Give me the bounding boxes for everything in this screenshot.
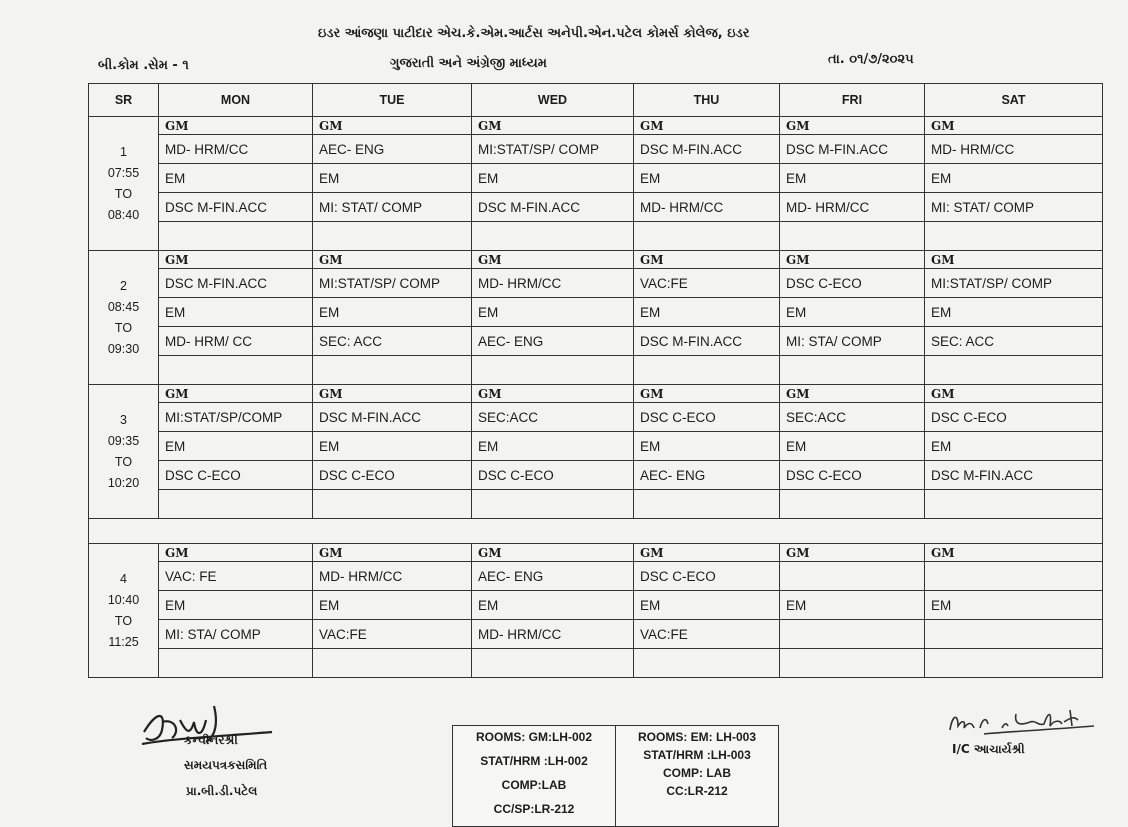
gm-subject-cell: SEC:ACC bbox=[472, 403, 634, 432]
em-subject-cell: MI: STAT/ COMP bbox=[925, 193, 1103, 222]
rooms-em-line: CC:LR-212 bbox=[666, 784, 728, 798]
em-label: EM bbox=[472, 298, 634, 327]
break-row bbox=[89, 519, 1103, 544]
gm-label: GM bbox=[925, 251, 1103, 269]
rooms-gm-line: STAT/HRM :LH-002 bbox=[480, 754, 588, 768]
gm-label: GM bbox=[925, 385, 1103, 403]
gm-subject-cell: DSC C-ECO bbox=[634, 562, 780, 591]
rooms-gm-line: ROOMS: GM:LH-002 bbox=[475, 730, 592, 744]
gm-label: GM bbox=[634, 544, 780, 562]
gm-label: GM bbox=[780, 251, 925, 269]
em-subject-cell: DSC C-ECO bbox=[159, 461, 313, 490]
timetable-grid bbox=[88, 83, 1103, 678]
gm-subject-cell: MD- HRM/CC bbox=[472, 269, 634, 298]
em-label: EM bbox=[313, 591, 472, 620]
em-label: EM bbox=[634, 432, 780, 461]
gm-label: GM bbox=[925, 544, 1103, 562]
course-semester: બી.કોમ .સેમ - ૧ bbox=[98, 58, 189, 73]
gm-subject-cell bbox=[780, 562, 925, 591]
convener-label: કન્વીનરશ્રી bbox=[184, 733, 238, 747]
timetable-row bbox=[89, 164, 1103, 193]
rooms-em-line: COMP: LAB bbox=[663, 766, 731, 780]
em-subject-cell: MI: STA/ COMP bbox=[159, 620, 313, 649]
gm-subject-cell: DSC C-ECO bbox=[925, 403, 1103, 432]
gm-label: GM bbox=[780, 117, 925, 135]
em-subject-cell: MD- HRM/CC bbox=[634, 193, 780, 222]
em-label: EM bbox=[472, 591, 634, 620]
gm-label: GM bbox=[159, 544, 313, 562]
gm-subject-cell: AEC- ENG bbox=[472, 562, 634, 591]
empty-cell bbox=[780, 356, 925, 385]
gm-subject-cell: AEC- ENG bbox=[313, 135, 472, 164]
empty-cell bbox=[159, 356, 313, 385]
gm-label: GM bbox=[472, 544, 634, 562]
gm-subject-cell: VAC:FE bbox=[634, 269, 780, 298]
empty-cell bbox=[313, 490, 472, 519]
gm-subject-cell: DSC M-FIN.ACC bbox=[634, 135, 780, 164]
em-label: EM bbox=[780, 591, 925, 620]
em-subject-cell: AEC- ENG bbox=[634, 461, 780, 490]
empty-cell bbox=[634, 649, 780, 678]
timetable-row bbox=[89, 591, 1103, 620]
em-subject-cell bbox=[925, 620, 1103, 649]
gm-label: GM bbox=[472, 251, 634, 269]
gm-label: GM bbox=[313, 385, 472, 403]
em-subject-cell: MI: STAT/ COMP bbox=[313, 193, 472, 222]
em-subject-cell: MD- HRM/CC bbox=[472, 620, 634, 649]
em-subject-cell: MD- HRM/CC bbox=[780, 193, 925, 222]
gm-subject-cell: MI:STAT/SP/ COMP bbox=[925, 269, 1103, 298]
em-subject-cell: SEC: ACC bbox=[925, 327, 1103, 356]
slot-end: 11:25 bbox=[108, 634, 139, 649]
gm-label: GM bbox=[634, 117, 780, 135]
em-label: EM bbox=[925, 164, 1103, 193]
slot-sr: 4 bbox=[120, 571, 127, 586]
em-subject-cell: DSC C-ECO bbox=[780, 461, 925, 490]
gm-subject-cell: DSC C-ECO bbox=[780, 269, 925, 298]
rooms-box bbox=[452, 725, 779, 827]
em-label: EM bbox=[313, 298, 472, 327]
empty-cell bbox=[925, 490, 1103, 519]
gm-subject-cell: MD- HRM/CC bbox=[159, 135, 313, 164]
col-header-thu: THU bbox=[634, 84, 780, 117]
gm-label: GM bbox=[159, 117, 313, 135]
gm-label: GM bbox=[780, 544, 925, 562]
gm-subject-cell: MI:STAT/SP/COMP bbox=[159, 403, 313, 432]
empty-cell bbox=[780, 490, 925, 519]
slot-sr-cell bbox=[89, 544, 159, 678]
em-subject-cell: MI: STA/ COMP bbox=[780, 327, 925, 356]
col-header-sr: SR bbox=[89, 84, 159, 117]
gm-subject-cell: DSC M-FIN.ACC bbox=[780, 135, 925, 164]
empty-cell bbox=[925, 222, 1103, 251]
timetable-row bbox=[89, 356, 1103, 385]
timetable-row bbox=[89, 620, 1103, 649]
gm-label: GM bbox=[780, 385, 925, 403]
gm-subject-cell: VAC: FE bbox=[159, 562, 313, 591]
em-label: EM bbox=[313, 164, 472, 193]
em-subject-cell: DSC M-FIN.ACC bbox=[925, 461, 1103, 490]
timetable-row bbox=[89, 135, 1103, 164]
slot-to: TO bbox=[114, 186, 133, 201]
em-label: EM bbox=[634, 298, 780, 327]
slot-start: 07:55 bbox=[107, 165, 140, 180]
gm-label: GM bbox=[472, 117, 634, 135]
em-subject-cell: DSC C-ECO bbox=[472, 461, 634, 490]
gm-subject-cell: MI:STAT/SP/ COMP bbox=[313, 269, 472, 298]
empty-cell bbox=[780, 222, 925, 251]
em-label: EM bbox=[780, 298, 925, 327]
gm-label: GM bbox=[313, 117, 472, 135]
principal-label: I/C આચાર્યશ્રી bbox=[952, 742, 1025, 756]
empty-cell bbox=[472, 649, 634, 678]
em-subject-cell: MD- HRM/ CC bbox=[159, 327, 313, 356]
empty-cell bbox=[925, 356, 1103, 385]
slot-sr: 2 bbox=[120, 278, 127, 293]
slot-end: 08:40 bbox=[107, 207, 140, 222]
header-row bbox=[89, 84, 1103, 117]
timetable-row bbox=[89, 490, 1103, 519]
timetable-row bbox=[89, 117, 1103, 135]
slot-sr: 1 bbox=[120, 144, 127, 159]
medium-title: ગુજરાતી અને અંગ્રેજી માધ્યમ bbox=[390, 56, 547, 71]
gm-subject-cell: DSC M-FIN.ACC bbox=[313, 403, 472, 432]
em-label: EM bbox=[925, 591, 1103, 620]
rooms-em-line: ROOMS: EM: LH-003 bbox=[637, 730, 756, 744]
em-subject-cell: DSC M-FIN.ACC bbox=[634, 327, 780, 356]
break-cell bbox=[89, 519, 1103, 544]
timetable-row bbox=[89, 193, 1103, 222]
gm-label: GM bbox=[634, 251, 780, 269]
em-label: EM bbox=[925, 432, 1103, 461]
rooms-em-column bbox=[615, 726, 778, 826]
timetable-row bbox=[89, 432, 1103, 461]
em-subject-cell bbox=[780, 620, 925, 649]
slot-to: TO bbox=[114, 320, 133, 335]
empty-cell bbox=[159, 649, 313, 678]
empty-cell bbox=[159, 222, 313, 251]
slot-start: 08:45 bbox=[107, 299, 140, 314]
em-label: EM bbox=[780, 164, 925, 193]
rooms-gm-column bbox=[453, 726, 615, 826]
slot-to: TO bbox=[114, 454, 133, 469]
slot-sr-cell bbox=[89, 117, 159, 251]
empty-cell bbox=[313, 222, 472, 251]
em-subject-cell: DSC M-FIN.ACC bbox=[472, 193, 634, 222]
empty-cell bbox=[472, 356, 634, 385]
slot-end: 09:30 bbox=[107, 341, 140, 356]
timetable-row bbox=[89, 327, 1103, 356]
empty-cell bbox=[634, 356, 780, 385]
empty-cell bbox=[313, 649, 472, 678]
em-label: EM bbox=[159, 591, 313, 620]
rooms-gm-line: CC/SP:LR-212 bbox=[493, 802, 575, 816]
gm-subject-cell: MI:STAT/SP/ COMP bbox=[472, 135, 634, 164]
em-label: EM bbox=[159, 432, 313, 461]
college-name: ઇડર આંજણા પાટીદાર એચ.કે.એમ.આર્ટસ અનેપી.એન.પટેલ કોમર્સ કોલેજ, ઇડર bbox=[318, 26, 750, 41]
timetable-row bbox=[89, 403, 1103, 432]
gm-label: GM bbox=[925, 117, 1103, 135]
slot-end: 10:20 bbox=[107, 475, 140, 490]
gm-label: GM bbox=[159, 385, 313, 403]
gm-label: GM bbox=[634, 385, 780, 403]
gm-subject-cell: MD- HRM/CC bbox=[925, 135, 1103, 164]
slot-start: 10:40 bbox=[107, 592, 140, 607]
col-header-wed: WED bbox=[472, 84, 634, 117]
em-subject-cell: DSC M-FIN.ACC bbox=[159, 193, 313, 222]
gm-label: GM bbox=[313, 544, 472, 562]
principal-signature bbox=[944, 706, 1104, 745]
timetable-row bbox=[89, 298, 1103, 327]
slot-sr-cell bbox=[89, 385, 159, 519]
em-label: EM bbox=[780, 432, 925, 461]
gm-subject-cell bbox=[925, 562, 1103, 591]
empty-cell bbox=[472, 222, 634, 251]
empty-cell bbox=[634, 222, 780, 251]
empty-cell bbox=[780, 649, 925, 678]
gm-subject-cell: MD- HRM/CC bbox=[313, 562, 472, 591]
em-subject-cell: VAC:FE bbox=[313, 620, 472, 649]
gm-label: GM bbox=[313, 251, 472, 269]
col-header-fri: FRI bbox=[780, 84, 925, 117]
em-label: EM bbox=[472, 432, 634, 461]
em-label: EM bbox=[925, 298, 1103, 327]
slot-to: TO bbox=[114, 613, 133, 628]
em-label: EM bbox=[313, 432, 472, 461]
timetable-row bbox=[89, 269, 1103, 298]
empty-cell bbox=[159, 490, 313, 519]
empty-cell bbox=[313, 356, 472, 385]
em-label: EM bbox=[472, 164, 634, 193]
empty-cell bbox=[634, 490, 780, 519]
gm-subject-cell: DSC M-FIN.ACC bbox=[159, 269, 313, 298]
gm-subject-cell: DSC C-ECO bbox=[634, 403, 780, 432]
col-header-mon: MON bbox=[159, 84, 313, 117]
timetable-row bbox=[89, 562, 1103, 591]
em-subject-cell: SEC: ACC bbox=[313, 327, 472, 356]
gm-label: GM bbox=[472, 385, 634, 403]
timetable-row bbox=[89, 251, 1103, 269]
em-label: EM bbox=[634, 164, 780, 193]
slot-start: 09:35 bbox=[107, 433, 140, 448]
gm-label: GM bbox=[159, 251, 313, 269]
empty-cell bbox=[925, 649, 1103, 678]
slot-sr-cell bbox=[89, 251, 159, 385]
em-subject-cell: DSC C-ECO bbox=[313, 461, 472, 490]
em-label: EM bbox=[159, 164, 313, 193]
timetable-row bbox=[89, 461, 1103, 490]
timetable-row bbox=[89, 649, 1103, 678]
col-header-sat: SAT bbox=[925, 84, 1103, 117]
gm-subject-cell: SEC:ACC bbox=[780, 403, 925, 432]
timetable-date: તા. ૦૧/૭/૨૦૨૫ bbox=[828, 52, 914, 67]
professor-name: પ્રા.બી.ડી.પટેલ bbox=[186, 784, 258, 798]
committee-label: સમયપત્રકસમિતિ bbox=[184, 758, 268, 772]
em-label: EM bbox=[159, 298, 313, 327]
timetable-row bbox=[89, 385, 1103, 403]
empty-cell bbox=[472, 490, 634, 519]
slot-sr: 3 bbox=[120, 412, 127, 427]
timetable-row bbox=[89, 222, 1103, 251]
timetable-row bbox=[89, 544, 1103, 562]
em-subject-cell: AEC- ENG bbox=[472, 327, 634, 356]
em-subject-cell: VAC:FE bbox=[634, 620, 780, 649]
col-header-tue: TUE bbox=[313, 84, 472, 117]
em-label: EM bbox=[634, 591, 780, 620]
rooms-em-line: STAT/HRM :LH-003 bbox=[643, 748, 751, 762]
rooms-gm-line: COMP:LAB bbox=[501, 778, 567, 792]
